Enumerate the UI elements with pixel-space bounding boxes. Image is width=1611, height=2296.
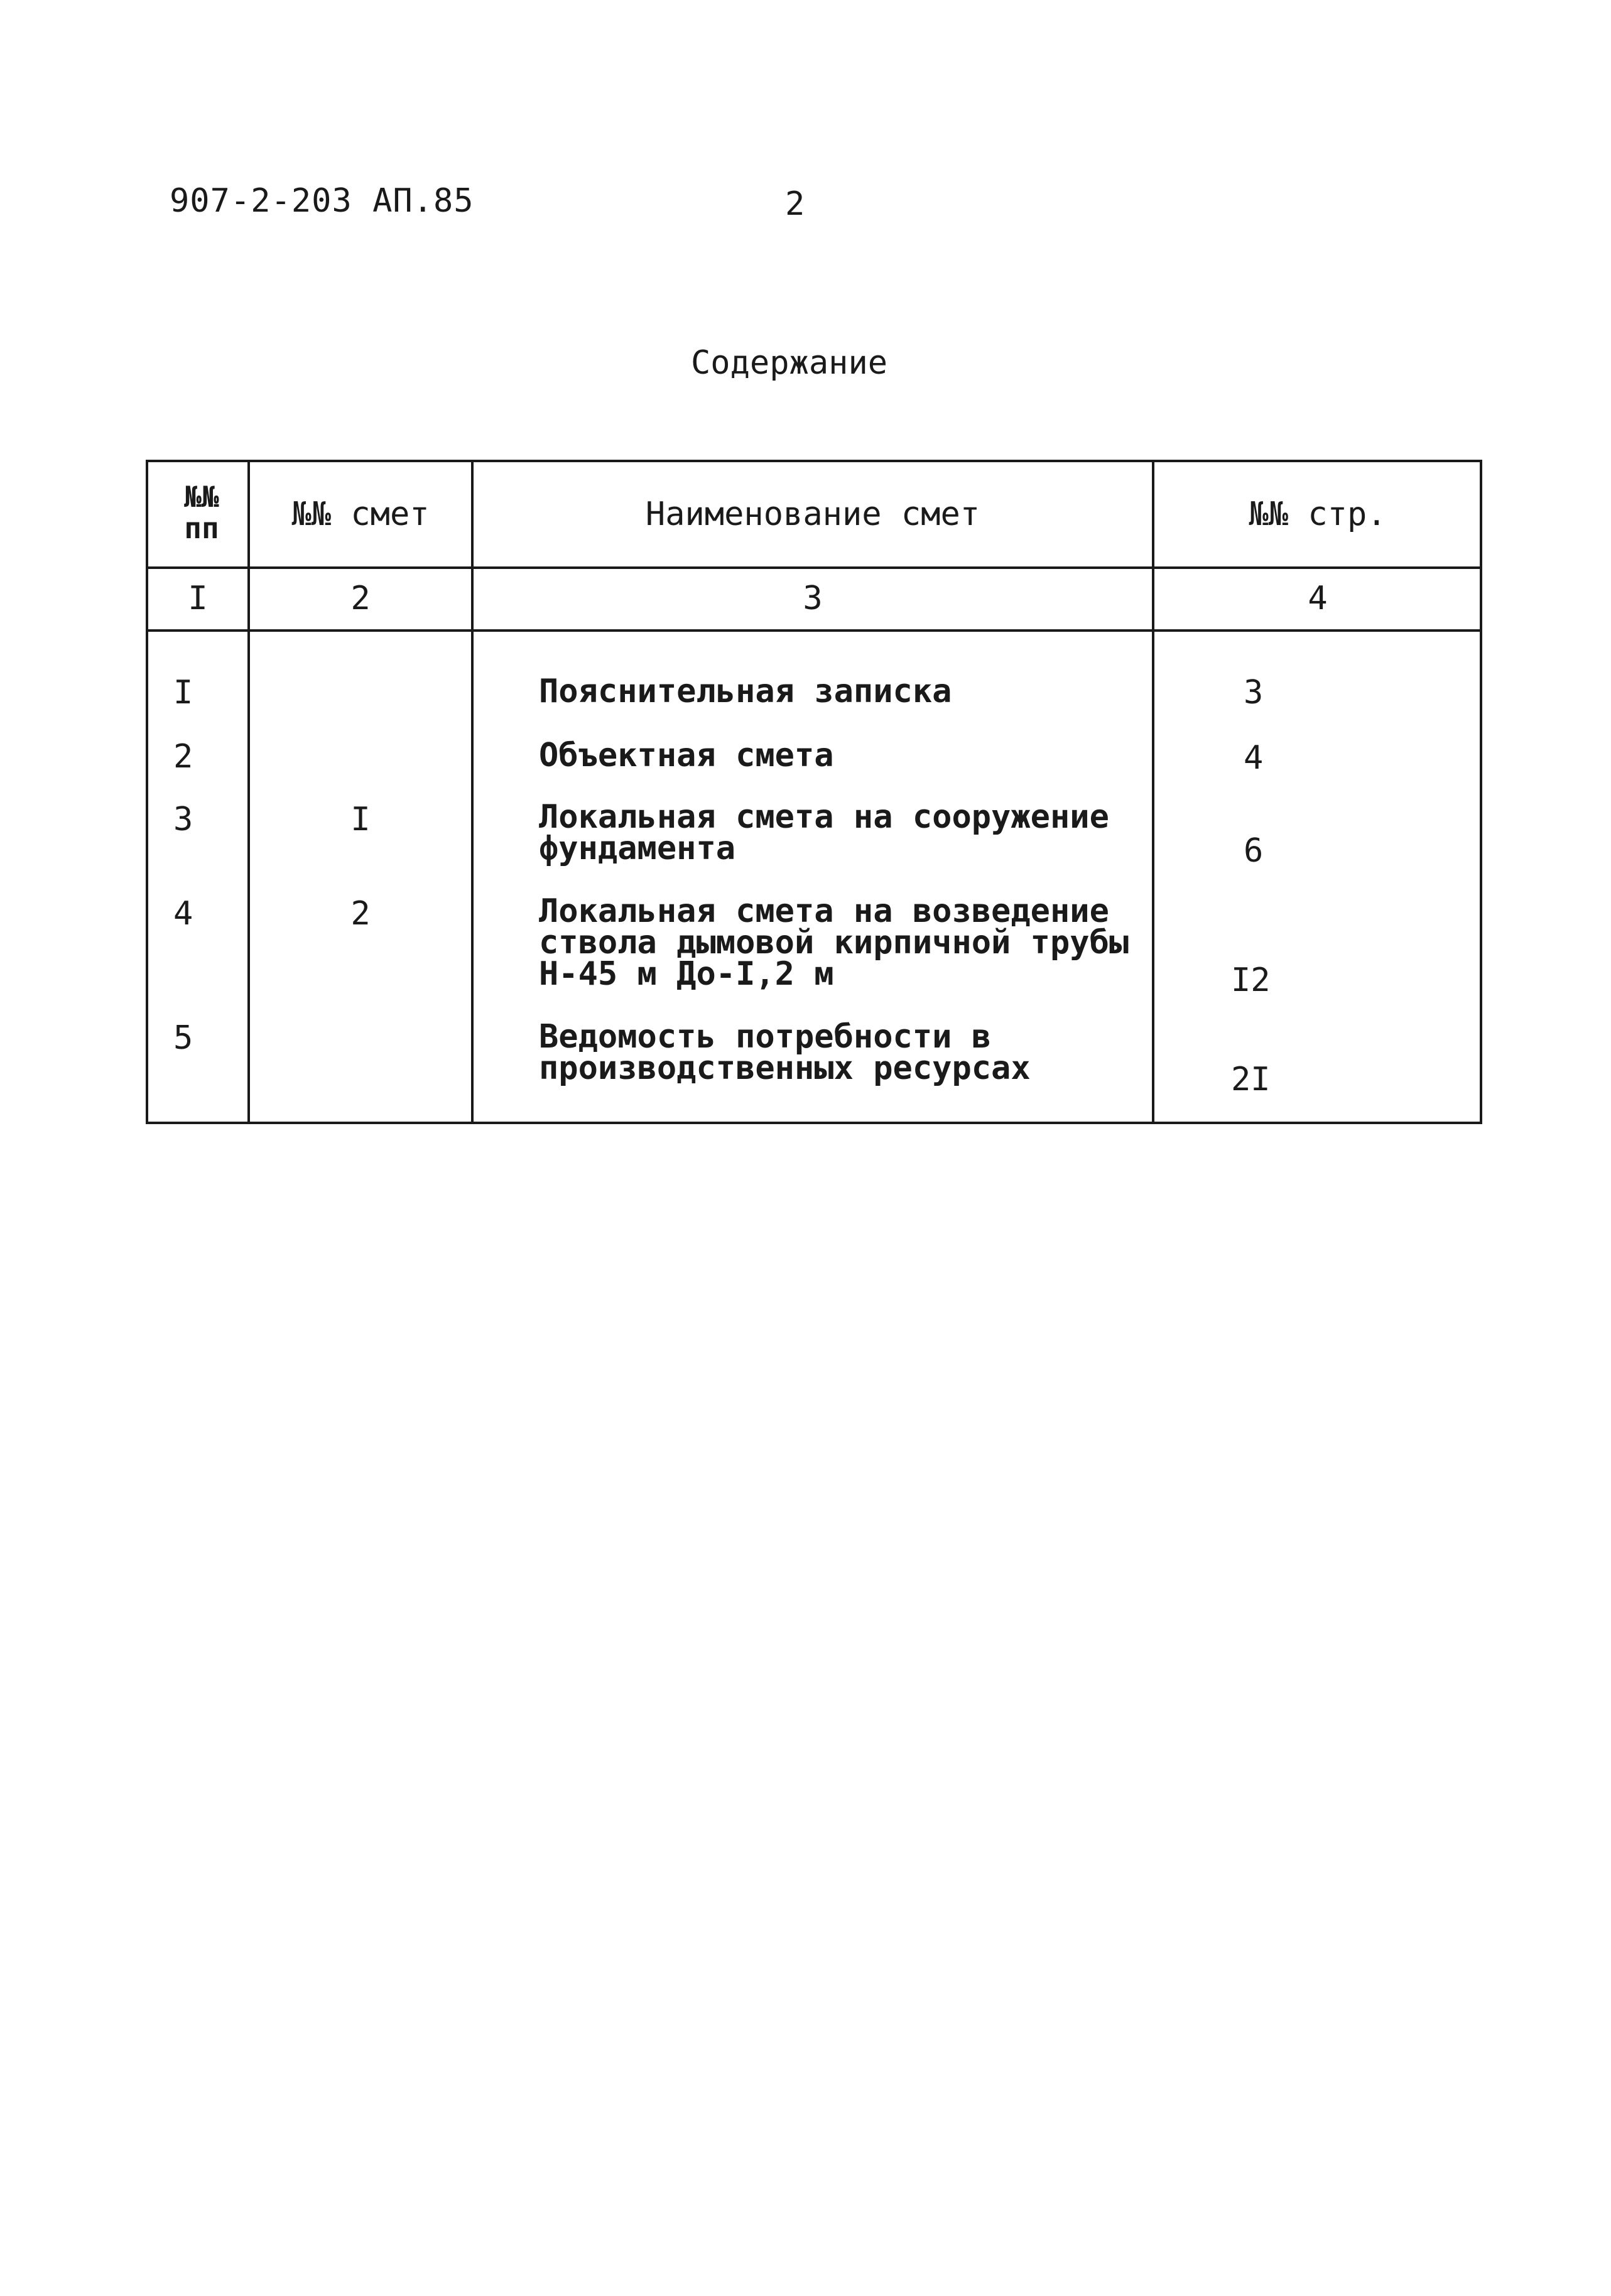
column-divider [247, 462, 250, 1122]
row-divider [148, 566, 1480, 569]
column-divider [1152, 462, 1154, 1122]
row-page: 2I [1231, 1061, 1271, 1098]
row-estimate-number: 2 [350, 895, 371, 933]
column-divider [471, 462, 474, 1122]
row-page: 4 [1244, 739, 1264, 777]
row-divider [148, 629, 1480, 632]
header-page-number: №№ стр. [1249, 495, 1387, 533]
row-estimate-name: Пояснительная записка [539, 673, 952, 710]
row-number: 5 [173, 1019, 193, 1057]
row-page: 3 [1244, 674, 1264, 712]
page-number: 2 [785, 185, 805, 223]
column-number: 3 [803, 580, 823, 617]
row-estimate-name: Локальная смета на сооружение фундамента [539, 798, 1109, 867]
header-estimate-name: Наименование смет [645, 495, 980, 533]
row-page: 6 [1244, 832, 1264, 870]
row-estimate-name: Локальная смета на возведение ствола дымовой кирпичной трубы Н-45 м До-I,2 м [539, 892, 1129, 993]
column-number: 4 [1308, 580, 1328, 617]
row-number: I [173, 674, 193, 712]
header-estimate-number: №№ смет [291, 495, 430, 533]
contents-table [146, 460, 1482, 1124]
page-title: Содержание [691, 344, 888, 382]
row-page: I2 [1231, 961, 1271, 999]
row-number: 3 [173, 801, 193, 838]
column-number: I [188, 580, 208, 617]
row-estimate-name: Ведомость потребности в производственных ресурсах [539, 1018, 1031, 1087]
row-estimate-name: Объектная смета [539, 737, 834, 774]
document-code: 907-2-203 АП.85 [170, 182, 474, 220]
row-number: 4 [173, 895, 193, 933]
header-row-number: №№ пп [184, 480, 219, 545]
column-number: 2 [350, 580, 371, 617]
row-estimate-number: I [350, 801, 371, 838]
row-number: 2 [173, 738, 193, 776]
